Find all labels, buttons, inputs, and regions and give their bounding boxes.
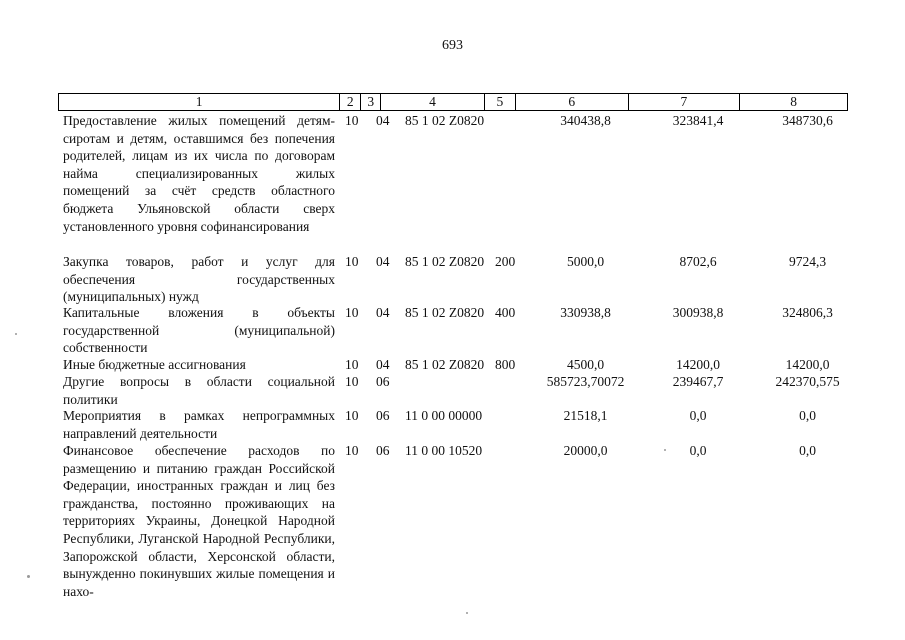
- row-expense-type: 800: [495, 357, 516, 372]
- row-description: Мероприятия в рамках непрограммных направлений деятельности: [63, 408, 335, 441]
- page-number: 693: [442, 38, 463, 53]
- scan-speck: [15, 333, 17, 335]
- row-description: Иные бюджетные ассигнования: [63, 357, 246, 372]
- row-subsection: 04: [376, 305, 390, 320]
- row-value-8: 348730,6: [782, 113, 833, 128]
- header-col-7: 7: [629, 94, 741, 110]
- row-description: Капитальные вложения в объекты государственной (муниципальной) собственности: [63, 305, 335, 356]
- table-header: [58, 93, 848, 111]
- row-value-7: 0,0: [689, 408, 707, 423]
- scan-speck: [27, 575, 30, 578]
- row-value-6: 20000,0: [563, 443, 608, 458]
- row-expense-type: 200: [495, 254, 516, 269]
- header-col-8: 8: [790, 94, 798, 109]
- row-value-8: 242370,575: [775, 374, 840, 389]
- row-value-7: 14200,0: [676, 357, 720, 372]
- row-target-code: 85 1 02 Z0820: [405, 305, 485, 320]
- row-section: 10: [345, 357, 359, 372]
- row-section: 10: [345, 374, 359, 389]
- row-section: 10: [345, 408, 359, 423]
- row-subsection: 04: [376, 254, 390, 269]
- row-section: 10: [345, 305, 359, 320]
- row-value-7: 239467,7: [672, 374, 724, 389]
- row-value-8: 0,0: [799, 443, 816, 458]
- row-value-8: 324806,3: [782, 305, 833, 320]
- row-description: Другие вопросы в области социальной политики: [63, 374, 335, 407]
- row-subsection: 06: [376, 408, 390, 423]
- row-description: Предоставление жилых помещений детям-сиротам и детям, оставшимся без попечения родителей, лицам из их числа по договорам найма специализированных жилых помещений за счёт средств областного бюджета Ульяновской области сверх установленного уровня софинансирования: [63, 113, 335, 234]
- header-col-4: 4: [381, 94, 485, 110]
- header-col-1: 1: [59, 94, 340, 110]
- scan-speck: [466, 612, 468, 614]
- row-section: 10: [345, 443, 359, 458]
- row-expense-type: 400: [495, 305, 516, 320]
- row-value-7: 323841,4: [672, 113, 724, 128]
- row-target-code: 85 1 02 Z0820: [405, 357, 485, 372]
- row-value-6: 330938,8: [560, 305, 611, 320]
- row-value-8: 14200,0: [785, 357, 830, 372]
- row-target-code: 11 0 00 00000: [405, 408, 483, 423]
- row-section: 10: [345, 254, 359, 269]
- row-target-code: 85 1 02 Z0820: [405, 113, 485, 128]
- header-col-5: 5: [485, 94, 516, 110]
- row-value-8: 9724,3: [788, 254, 827, 269]
- row-value-7: 0,0: [689, 443, 707, 458]
- row-description: Финансовое обеспечение расходов по размещению и питанию граждан Российской Федерации, иностранных граждан и лиц без гражданства, постоянно проживающих на территориях Украины, Донецкой Народной Республики, Луганской Народной Республики, Запорожской области, Херсонской области, вынужденно покинувших жилые помещения и нахо-: [63, 443, 335, 599]
- row-value-8: 0,0: [799, 408, 816, 423]
- row-value-6: 4500,0: [566, 357, 605, 372]
- row-subsection: 06: [376, 374, 390, 389]
- row-value-7: 8702,6: [679, 254, 717, 269]
- row-description: Закупка товаров, работ и услуг для обеспечения государственных (муниципальных) нужд: [63, 254, 335, 305]
- row-target-code: 11 0 00 10520: [405, 443, 483, 458]
- row-subsection: 04: [376, 113, 390, 128]
- row-value-6: 585723,70072: [546, 374, 625, 389]
- row-value-6: 5000,0: [566, 254, 605, 269]
- row-section: 10: [345, 113, 359, 128]
- row-value-6: 340438,8: [560, 113, 611, 128]
- header-col-6: 6: [516, 94, 629, 110]
- row-subsection: 04: [376, 357, 390, 372]
- scan-speck: [664, 449, 666, 451]
- row-subsection: 06: [376, 443, 390, 458]
- row-value-7: 300938,8: [672, 305, 724, 320]
- row-value-6: 21518,1: [563, 408, 608, 423]
- row-target-code: 85 1 02 Z0820: [405, 254, 485, 269]
- header-col-2: 2: [340, 94, 361, 110]
- header-col-3: 3: [361, 94, 381, 110]
